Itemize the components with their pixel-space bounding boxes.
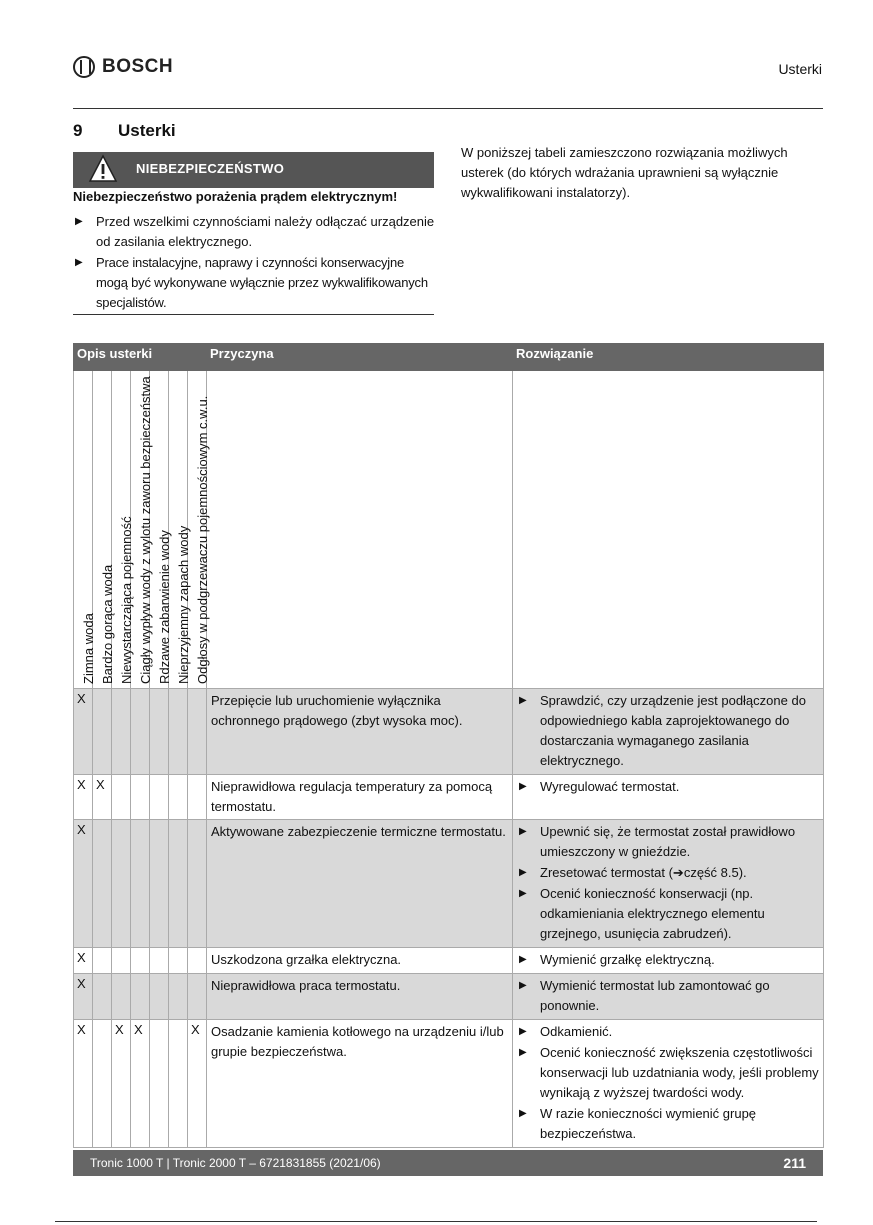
table-row [74, 1020, 824, 1148]
cause-cell: Osadzanie kamienia kotłowego na urządzeniu i/lub grupie bezpieczeństwa. [207, 1020, 513, 1148]
table-header-row [74, 344, 824, 371]
triangle-right-icon: ▶ [519, 1026, 527, 1037]
triangle-right-icon: ▶ [519, 1108, 527, 1119]
solution-item: ▶ Sprawdzić, czy urządzenie jest podłączone do odpowiedniego kabla zaprojektowanego do dostarczania wymaganego zasilania elektrycznego. [519, 693, 806, 768]
solution-cell [513, 974, 824, 1020]
mark-cell: X [74, 974, 93, 1020]
triangle-right-icon: ▶ [75, 216, 83, 227]
empty-cell [513, 371, 824, 689]
mark-cell [112, 820, 131, 948]
header-cause: Przyczyna [207, 344, 513, 371]
warning-triangle-icon [88, 154, 118, 184]
mark-cell: X [188, 1020, 207, 1148]
cause-cell: Przepięcie lub uruchomienie wyłącznika ochronnego prądowego (zbyt wysoka moc). [207, 689, 513, 775]
solution-cell [513, 948, 824, 974]
solution-item: ▶ Odkamienić. [517, 1022, 819, 1042]
triangle-right-icon: ▶ [519, 695, 527, 706]
mark-cell [112, 974, 131, 1020]
mark-cell [169, 820, 188, 948]
solution-item: ▶ Ocenić konieczność zwiększenia częstotliwości konserwacji lub uzdatniania wody, jeśli problemy wynikają z wyższej twardości wody. [519, 1045, 819, 1100]
page-number: 211 [783, 1155, 806, 1171]
mark-cell [188, 775, 207, 820]
triangle-right-icon: ▶ [519, 1047, 527, 1058]
mark-cell [93, 948, 112, 974]
bosch-armature-icon [73, 56, 95, 78]
mark-cell: X [74, 775, 93, 820]
brand-name: BOSCH [102, 56, 174, 77]
table-row [74, 948, 824, 974]
danger-list [73, 212, 435, 314]
mark-cell [93, 689, 112, 775]
solution-item: ▶ Ocenić konieczność konserwacji (np. odkamieniania elektrycznego elementu grzejnego, usunięcia zabrudzeń). [519, 886, 765, 941]
solution-cell [513, 775, 824, 820]
empty-cell [207, 371, 513, 689]
solution-item: ▶ Wymienić termostat lub zamontować go ponownie. [519, 978, 770, 1013]
mark-cell [131, 820, 150, 948]
symptom-label: Ciągły wypływ wody z wylotu zaworu bezpieczeństwa [131, 371, 150, 689]
symptom-labels-row [74, 371, 824, 689]
mark-cell [112, 689, 131, 775]
symptom-label: Rdzawe zabarwienie wody [150, 371, 169, 689]
solution-item: ▶ Zresetować termostat (➔część 8.5). [517, 863, 819, 883]
cause-cell: Nieprawidłowa praca termostatu. [207, 974, 513, 1020]
solution-item: ▶ Upewnić się, że termostat został prawidłowo umieszczony w gnieździe. [519, 824, 796, 859]
solution-item: ▶ Wyregulować termostat. [517, 777, 819, 797]
triangle-right-icon: ▶ [519, 867, 527, 878]
mark-cell: X [74, 948, 93, 974]
solution-item: ▶ Wymienić grzałkę elektryczną. [517, 950, 819, 970]
mark-cell [112, 775, 131, 820]
mark-cell [150, 1020, 169, 1148]
header-solution: Rozwiązanie [513, 344, 824, 371]
list-item: ▶ Przed wszelkimi czynnościami należy odłączać urządzenie od zasilania elektrycznego. [75, 214, 435, 249]
danger-divider [73, 314, 434, 315]
mark-cell: X [93, 775, 112, 820]
header-symptoms: Opis usterki [74, 344, 207, 371]
mark-cell: X [74, 820, 93, 948]
mark-cell [188, 820, 207, 948]
symptom-label: Odgłosy w podgrzewaczu pojemnościowym c.w.u. [188, 371, 207, 689]
triangle-right-icon: ▶ [519, 826, 527, 837]
mark-cell [131, 775, 150, 820]
table-row [74, 820, 824, 948]
list-item: ▶ Prace instalacyjne, naprawy i czynności konserwacyjne mogą być wykonywane wyłącznie przez wykwalifikowanych specjalistów. [75, 255, 428, 310]
symptom-label: Zimna woda [74, 371, 93, 689]
solution-cell [513, 1020, 824, 1148]
danger-subtitle: Niebezpieczeństwo porażenia prądem elektrycznym! [73, 189, 398, 204]
troubleshooting-table [73, 343, 824, 1148]
cause-cell: Uszkodzona grzałka elektryczna. [207, 948, 513, 974]
footer-doc-info: Tronic 1000 T | Tronic 2000 T – 6721831855 (2021/06) [90, 1156, 381, 1170]
mark-cell [93, 1020, 112, 1148]
mark-cell: X [74, 1020, 93, 1148]
mark-cell [188, 689, 207, 775]
section-title: Usterki [118, 121, 176, 140]
solution-cell [513, 820, 824, 948]
danger-banner [73, 152, 434, 188]
mark-cell [150, 820, 169, 948]
cause-cell: Nieprawidłowa regulacja temperatury za pomocą termostatu. [207, 775, 513, 820]
brand-logo [73, 56, 173, 78]
mark-cell [150, 775, 169, 820]
table-row [74, 689, 824, 775]
mark-cell [93, 974, 112, 1020]
running-header: Usterki [778, 61, 822, 77]
table-row [74, 775, 824, 820]
table-row [74, 974, 824, 1020]
mark-cell: X [74, 689, 93, 775]
triangle-right-icon: ▶ [519, 888, 527, 899]
cause-cell: Aktywowane zabezpieczenie termiczne termostatu. [207, 820, 513, 948]
mark-cell [150, 689, 169, 775]
section-heading [73, 121, 176, 141]
bottom-divider [55, 1221, 817, 1222]
triangle-right-icon: ▶ [75, 257, 83, 268]
symptom-label: Niewystarczająca pojemność [112, 371, 131, 689]
symptom-label: Nieprzyjemny zapach wody [169, 371, 188, 689]
mark-cell [188, 974, 207, 1020]
mark-cell [169, 1020, 188, 1148]
mark-cell [169, 689, 188, 775]
triangle-right-icon: ▶ [519, 980, 527, 991]
mark-cell [150, 974, 169, 1020]
solution-cell [513, 689, 824, 775]
mark-cell: X [112, 1020, 131, 1148]
mark-cell [131, 974, 150, 1020]
mark-cell [150, 948, 169, 974]
footer-bar [73, 1150, 823, 1176]
mark-cell [169, 948, 188, 974]
mark-cell [188, 948, 207, 974]
solution-item: ▶ W razie konieczności wymienić grupę bezpieczeństwa. [519, 1106, 757, 1141]
section-number: 9 [73, 121, 83, 140]
mark-cell: X [131, 1020, 150, 1148]
header-divider [73, 108, 823, 109]
triangle-right-icon: ▶ [519, 781, 527, 792]
mark-cell [131, 948, 150, 974]
mark-cell [112, 948, 131, 974]
intro-paragraph: W poniższej tabeli zamieszczono rozwiązania możliwych usterek (do których wdrażania uprawnieni są wyłącznie wykwalifikowani instalatorzy). [461, 145, 788, 200]
mark-cell [169, 974, 188, 1020]
mark-cell [131, 689, 150, 775]
symptom-label: Bardzo gorąca woda [93, 371, 112, 689]
mark-cell [169, 775, 188, 820]
mark-cell [93, 820, 112, 948]
triangle-right-icon: ▶ [519, 954, 527, 965]
danger-label: NIEBEZPIECZEŃSTWO [136, 161, 285, 176]
